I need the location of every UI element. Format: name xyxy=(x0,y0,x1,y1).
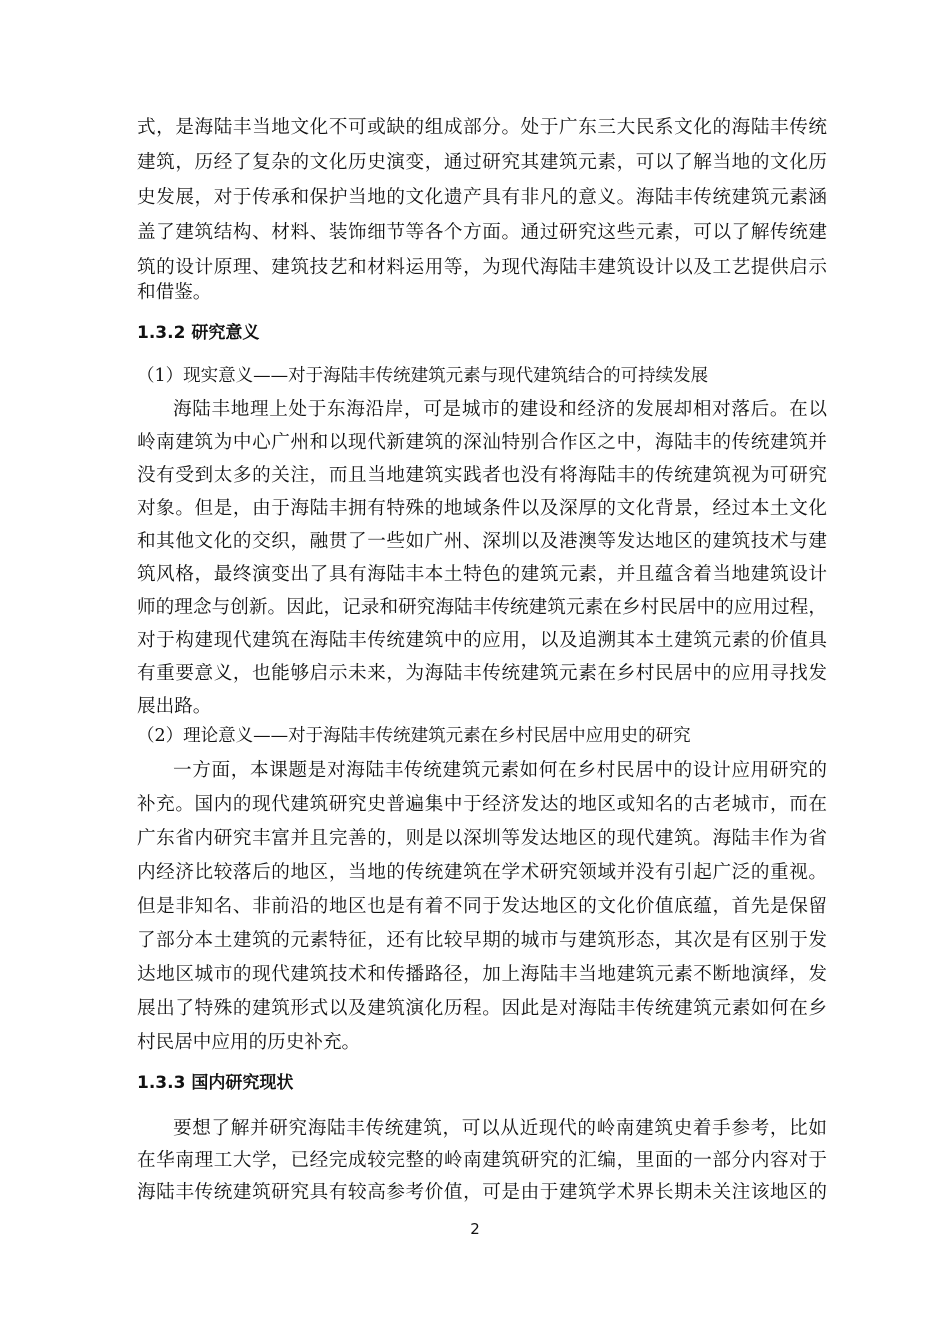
paragraph-line: 和借鉴。 xyxy=(137,282,212,303)
paragraph-line: 展出路。 xyxy=(137,696,212,717)
subheading-theoretical-significance: （2）理论意义——对于海陆丰传统建筑元素在乡村民居中应用史的研究 xyxy=(137,726,691,746)
paragraph-line: 要想了解并研究海陆丰传统建筑，可以从近现代的岭南建筑史着手参考，比如 xyxy=(173,1118,827,1139)
paragraph-line: 师的理念与创新。因此，记录和研究海陆丰传统建筑元素在乡村民居中的应用过程， xyxy=(137,597,827,618)
paragraph-line: 村民居中应用的历史补充。 xyxy=(137,1032,361,1053)
paragraph-line: 在华南理工大学，已经完成较完整的岭南建筑研究的汇编，里面的一部分内容对于 xyxy=(137,1150,827,1171)
paragraph-line: 广东省内研究丰富并且完善的，则是以深圳等发达地区的现代建筑。海陆丰作为省 xyxy=(137,828,827,849)
paragraph-line: 对于构建现代建筑在海陆丰传统建筑中的应用，以及追溯其本土建筑元素的价值具 xyxy=(137,630,827,651)
paragraph-line: 没有受到太多的关注，而且当地建筑实践者也没有将海陆丰的传统建筑视为可研究 xyxy=(137,465,827,486)
paragraph-line: 但是非知名、非前沿的地区也是有着不同于发达地区的文化价值底蕴，首先是保留 xyxy=(137,896,827,917)
paragraph-line: 内经济比较落后的地区，当地的传统建筑在学术研究领域并没有引起广泛的重视。 xyxy=(137,862,827,883)
page-number: 2 xyxy=(470,1220,480,1238)
paragraph-line: 一方面，本课题是对海陆丰传统建筑元素如何在乡村民居中的设计应用研究的 xyxy=(173,760,827,781)
paragraph-line: 和其他文化的交织，融贯了一些如广州、深圳以及港澳等发达地区的建筑技术与建 xyxy=(137,531,827,552)
paragraph-line: 海陆丰地理上处于东海沿岸，可是城市的建设和经济的发展却相对落后。在以 xyxy=(173,399,827,420)
section-heading-1-3-2: 1.3.2 研究意义 xyxy=(137,323,260,343)
paragraph-line: 建筑，历经了复杂的文化历史演变，通过研究其建筑元素，可以了解当地的文化历 xyxy=(137,152,827,173)
paragraph-line: 筑的设计原理、建筑技艺和材料运用等，为现代海陆丰建筑设计以及工艺提供启示 xyxy=(137,257,827,278)
paragraph-line: 了部分本土建筑的元素特征，还有比较早期的城市与建筑形态，其次是有区别于发 xyxy=(137,930,827,951)
paragraph-line: 筑风格，最终演变出了具有海陆丰本土特色的建筑元素，并且蕴含着当地建筑设计 xyxy=(137,564,827,585)
paragraph-line: 达地区城市的现代建筑技术和传播路径，加上海陆丰当地建筑元素不断地演绎，发 xyxy=(137,964,827,985)
paragraph-line: 岭南建筑为中心广州和以现代新建筑的深汕特别合作区之中，海陆丰的传统建筑并 xyxy=(137,432,827,453)
paragraph-line: 式，是海陆丰当地文化不可或缺的组成部分。处于广东三大民系文化的海陆丰传统 xyxy=(137,117,827,138)
paragraph-line: 海陆丰传统建筑研究具有较高参考价值，可是由于建筑学术界长期未关注该地区的 xyxy=(137,1182,827,1203)
paragraph-line: 补充。国内的现代建筑研究史普遍集中于经济发达的地区或知名的古老城市，而在 xyxy=(137,794,827,815)
paragraph-line: 盖了建筑结构、材料、装饰细节等各个方面。通过研究这些元素，可以了解传统建 xyxy=(137,222,827,243)
paragraph-line: 有重要意义，也能够启示未来，为海陆丰传统建筑元素在乡村民居中的应用寻找发 xyxy=(137,663,827,684)
paragraph-line: 展出了特殊的建筑形式以及建筑演化历程。因此是对海陆丰传统建筑元素如何在乡 xyxy=(137,998,827,1019)
paragraph-line: 史发展，对于传承和保护当地的文化遗产具有非凡的意义。海陆丰传统建筑元素涵 xyxy=(137,187,827,208)
section-heading-1-3-3: 1.3.3 国内研究现状 xyxy=(137,1073,294,1093)
paragraph-line: 对象。但是，由于海陆丰拥有特殊的地域条件以及深厚的文化背景，经过本土文化 xyxy=(137,498,827,519)
subheading-practical-significance: （1）现实意义——对于海陆丰传统建筑元素与现代建筑结合的可持续发展 xyxy=(137,366,709,386)
